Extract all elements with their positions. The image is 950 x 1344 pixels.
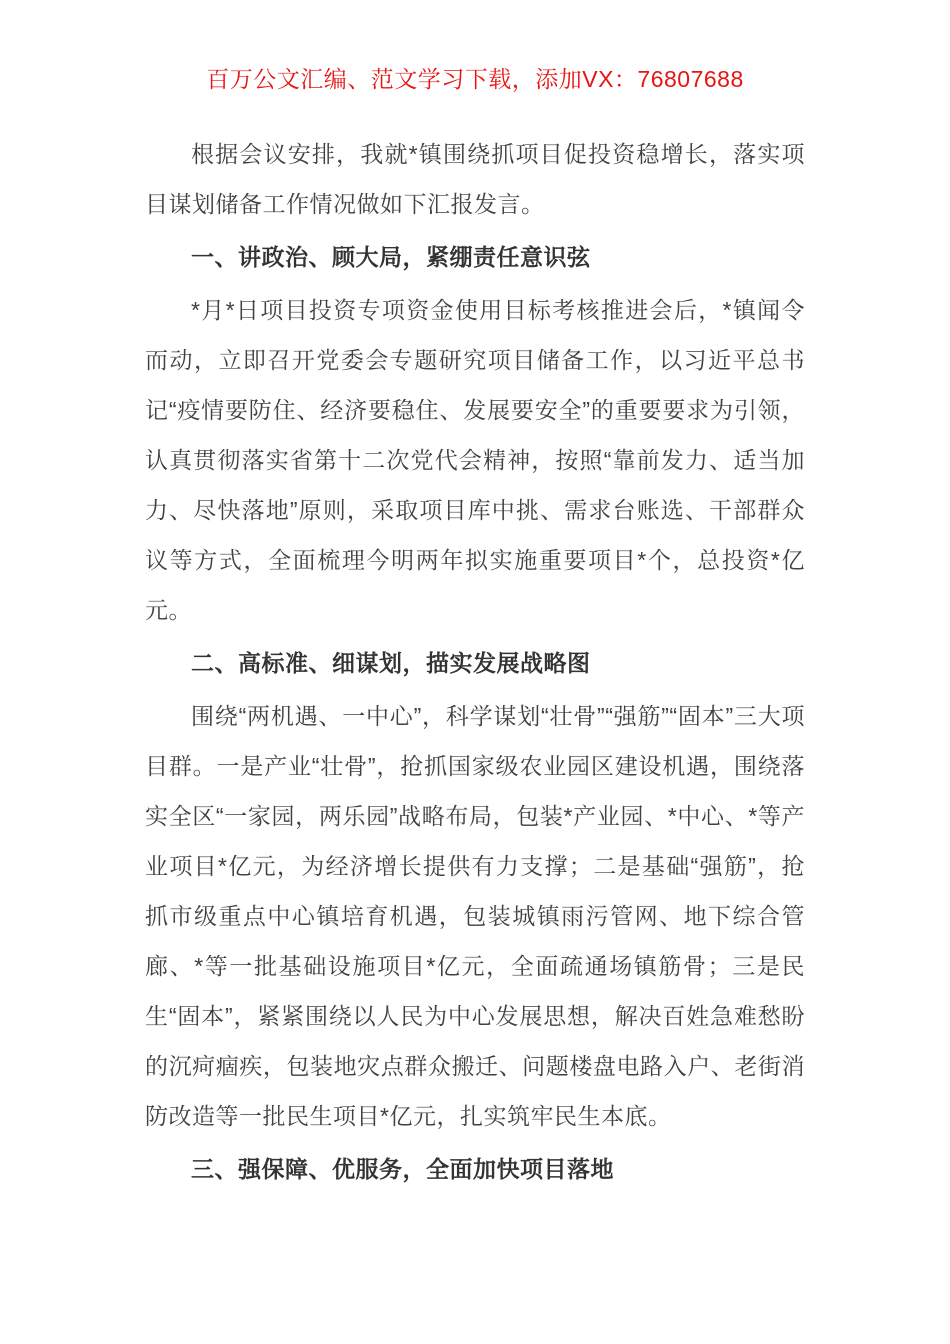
paragraph-section-2: 围绕“两机遇、一中心”，科学谋划“壮骨”“强筋”“固本”三大项目群。一是产业“壮骨”，抢抓国家级农业园区建设机遇，围绕落实全区“一家园，两乐园”战略布局，包装*产业园、*中心、*等产业项目*亿元，为经济增长提供有力支撑；二是基础“强筋”，抢抓市级重点中心镇培育机遇，包装城镇雨污管网、地下综合管廊、*等一批基础设施项目*亿元，全面疏通场镇筋骨；三是民生“固本”，紧紧围绕以人民为中心发展思想，解决百姓急难愁盼的沉疴痼疾，包装地灾点群众搬迁、问题楼盘电路入户、老街消防改造等一批民生项目*亿元，扎实筑牢民生本底。 (145, 703, 805, 1129)
section-heading-2: 二、高标准、细谋划，描实发展战略图 (191, 650, 591, 676)
document-body (145, 129, 805, 1194)
watermark-notice: 百万公文汇编、范文学习下载，添加VX：76807688 (206, 66, 744, 92)
paragraph-section-1: *月*日项目投资专项资金使用目标考核推进会后，*镇闻令而动，立即召开党委会专题研究项目储备工作，以习近平总书记“疫情要防住、经济要稳住、发展要安全”的重要要求为引领，认真贯彻落实省第十二次党代会精神，按照“靠前发力、适当加力、尽快落地”原则，采取项目库中挑、需求台账选、干部群众议等方式，全面梳理今明两年拟实施重要项目*个，总投资*亿元。 (145, 297, 805, 623)
section-heading-3: 三、强保障、优服务，全面加快项目落地 (191, 1156, 614, 1182)
section-heading-1: 一、讲政治、顾大局，紧绷责任意识弦 (191, 244, 591, 270)
paragraph-intro: 根据会议安排，我就*镇围绕抓项目促投资稳增长，落实项目谋划储备工作情况做如下汇报发言。 (145, 141, 805, 217)
